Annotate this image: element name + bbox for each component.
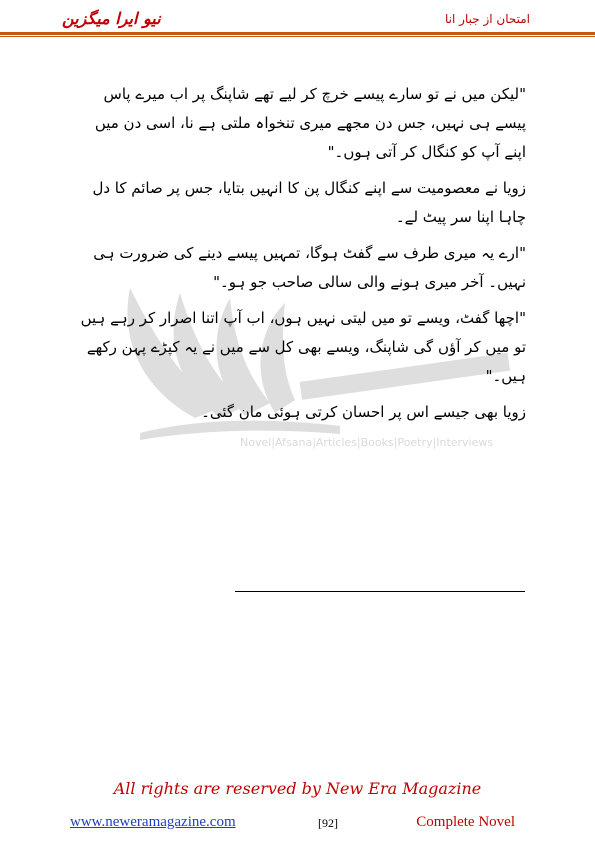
rights-notice: All rights are reserved by New Era Magazine [113,779,482,798]
paragraph: "ارے یہ میری طرف سے گفٹ ہوگا، تمہیں پیسے دینے کی ضرورت ہی نہیں۔ آخر میری ہونے والی سالی صاحب جو ہو۔" [93,244,526,291]
page-footer [70,814,515,836]
paragraph: "اچھا گفٹ، ویسے تو میں لیتی نہیں ہوں، اب آپ اتنا اصرار کر رہے ہیں تو میں کر آؤں گی شاپنگ، ویسے بھی کل سے میں نے یہ کپڑے پہن رکھے ہیں۔" [80,309,526,385]
paragraph: زویا بھی جیسے اس پر احسان کرتی ہوئی مان گئی۔ [201,403,526,421]
website-link[interactable]: www.neweramagazine.com [70,814,236,830]
header-rule-thin [0,36,595,37]
footer-label: Complete Novel [416,814,515,830]
paragraph: "لیکن میں نے تو سارے پیسے خرچ کر لیے تھے شاپنگ پر اب میرے پاس پیسے ہی نہیں، جس دن مجھے میری تنخواہ ملتی ہے نا، اسی دن میں اپنے آپ کو کنگال کر آتی ہوں۔" [94,85,526,161]
header-rule [0,32,595,35]
article-body [74,80,526,434]
page-number: [92] [318,816,338,830]
magazine-brand: نیو ایرا میگزین [62,9,161,28]
section-end-line [235,591,525,592]
watermark-text: Novel|Afsana|Articles|Books|Poetry|Interviews [240,436,494,449]
paragraph: زویا نے معصومیت سے اپنے کنگال پن کا انہیں بتایا، جس پر صائم کا دل چاہا اپنا سر پیٹ لے۔ [92,179,526,226]
page-header [62,8,530,34]
chapter-title: امتحان از جبار انا [445,12,530,26]
